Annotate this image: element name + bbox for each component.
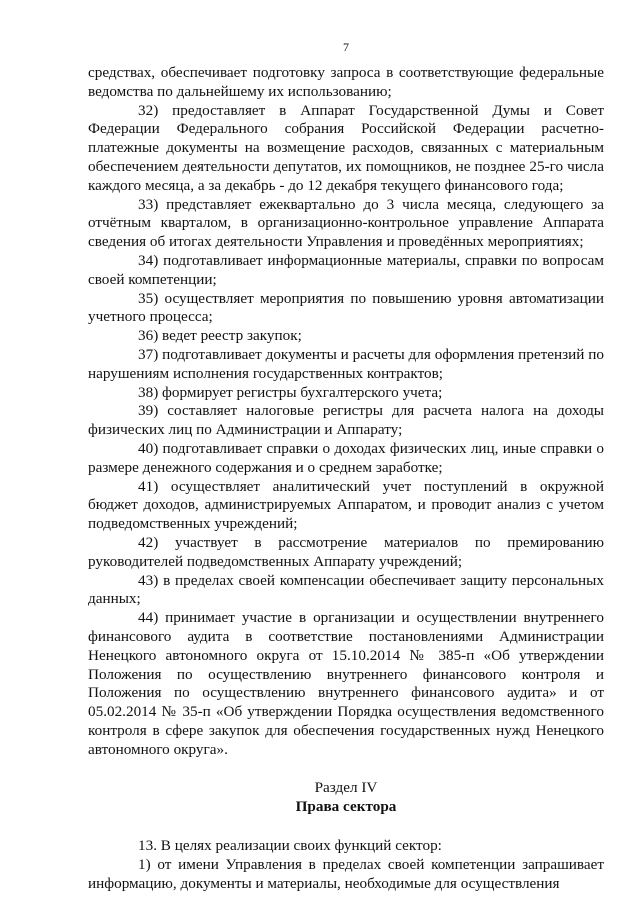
paragraph: 43) в пределах своей компенсации обеспечивает защиту персональных данных;	[88, 571, 604, 608]
paragraph: 34) подготавливает информационные материалы, справки по вопросам своей компетенции;	[88, 251, 604, 288]
section-label: Раздел IV	[314, 779, 378, 797]
paragraph: 13. В целях реализации своих функций сектор:	[138, 837, 442, 855]
paragraph: 1) от имени Управления в пределах своей компетенции запрашивает информацию, документы и материалы, необходимые для осуществления	[88, 855, 604, 892]
paragraph: 37) подготавливает документы и расчеты для оформления претензий по нарушениям исполнения государственных контрактов;	[88, 345, 604, 382]
paragraph: 36) ведет реестр закупок;	[138, 327, 302, 345]
paragraphs-bottom	[88, 837, 604, 893]
paragraph: 32) предоставляет в Аппарат Государственной Думы и Совет Федерации Федерального собрания Российской Федерации расчетно-платежные документы на возмещение расходов, связанных с материальным обеспечением деятельности депутатов, их помощников, не позднее 25-го числа каждого месяца, а за декабрь - до 12 декабря текущего финансового года;	[88, 101, 604, 194]
paragraph: 38) формирует регистры бухгалтерского учета;	[138, 383, 443, 401]
paragraph: 39) составляет налоговые регистры для расчета налога на доходы физических лиц по Администрации и Аппарату;	[88, 402, 604, 439]
paragraph: 35) осуществляет мероприятия по повышению уровня автоматизации учетного процесса;	[88, 289, 604, 326]
paragraph: 33) представляет ежеквартально до 3 числа месяца, следующего за отчётным кварталом, в организационно-контрольное управление Аппарата сведения об итогах деятельности Управления и проведённых мероприятиях;	[88, 195, 604, 251]
page-number: 7	[343, 40, 349, 54]
paragraph: средствах, обеспечивает подготовку запроса в соответствующие федеральные ведомства по дальнейшему их использованию;	[88, 64, 604, 100]
section-title: Права сектора	[295, 798, 397, 816]
paragraphs-top	[88, 64, 604, 759]
paragraph: 40) подготавливает справки о доходах физических лиц, иные справки о размере денежного содержания и о среднем заработке;	[88, 439, 604, 476]
paragraph: 41) осуществляет аналитический учет поступлений в окружной бюджет доходов, администрируемых Аппаратом, и проводит анализ с учетом подведомственных учреждений;	[88, 477, 604, 533]
paragraph: 42) участвует в рассмотрение материалов по премированию руководителей подведомственных Аппарату учреждений;	[88, 533, 604, 570]
paragraph: 44) принимает участие в организации и осуществлении внутреннего финансового аудита в соответствие постановлениями Администрации Ненецкого автономного округа от 15.10.2014 № 385-п «Об утверждении Положения по осуществлению внутреннего финансового контроля и Положения по осуществлению внутреннего финансового аудита» и от 05.02.2014 № 35-п «Об утверждении Порядка осуществления ведомственного контроля в сфере закупок для обеспечения государственных нужд Ненецкого автономного округа».	[88, 609, 604, 758]
